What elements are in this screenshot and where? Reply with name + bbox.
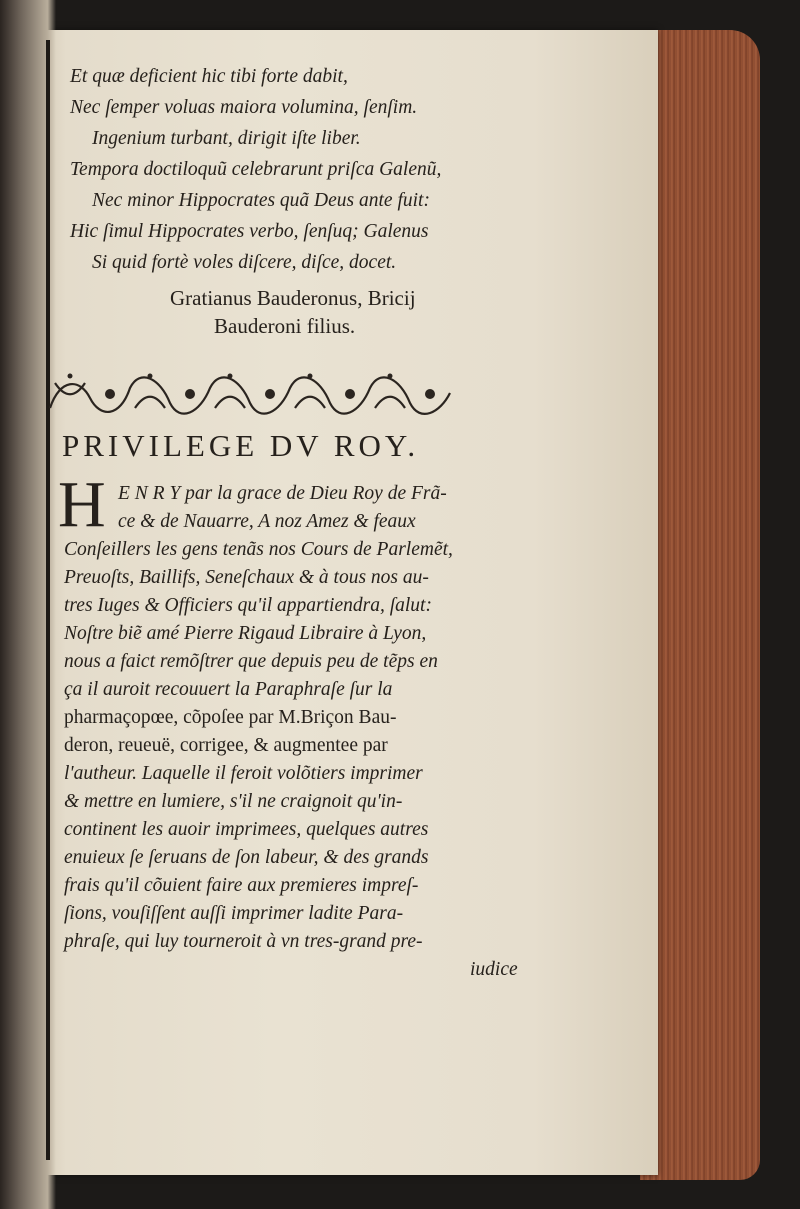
ornament-band-icon xyxy=(40,368,460,420)
privilege-line: Conſeillers les gens tenãs nos Cours de Parlemẽt, xyxy=(64,539,453,560)
privilege-line: enuieux ſe ſeruans de ſon labeur, & des grands xyxy=(64,847,429,868)
privilege-line: tres Iuges & Officiers qu'il appartiendra, ſalut: xyxy=(64,595,432,616)
privilege-line: nous a faict remõſtrer que depuis peu de tẽps en xyxy=(64,651,438,672)
poem-line: Si quid fortè voles diſcere, diſce, docet. xyxy=(92,252,397,273)
privilege-line: ſions, vouſiſſent auſſi imprimer ladite Para- xyxy=(64,903,404,924)
poem-line: Ingenium turbant, dirigit iſte liber. xyxy=(92,128,361,149)
privilege-line: ça il auroit recouuert la Paraphraſe ſur la xyxy=(64,679,393,700)
privilege-heading: PRIVILEGE DV ROY. xyxy=(62,428,420,463)
poem-line: Nec minor Hippocrates quã Deus ante fuit: xyxy=(92,190,430,211)
privilege-line: deron, reueuë, corrigee, & augmentee par xyxy=(64,735,388,756)
catchword: iudice xyxy=(470,959,518,980)
privilege-line: pharmaçopœe, cõpoſee par M.Briçon Bau- xyxy=(64,707,397,728)
privilege-line: phraſe, qui luy tourneroit à vn tres-grand pre- xyxy=(64,931,423,952)
gutter-binding-line xyxy=(46,40,50,1160)
drop-cap: H xyxy=(58,468,106,541)
privilege-line: frais qu'il cõuient faire aux premieres impreſ- xyxy=(64,875,419,896)
privilege-line: & mettre en lumiere, s'il ne craignoit qu'in- xyxy=(64,791,403,812)
privilege-line: Noſtre biẽ amé Pierre Rigaud Libraire à Lyon, xyxy=(64,623,427,644)
privilege-line: ce & de Nauarre, A noz Amez & feaux xyxy=(118,511,416,532)
poem-line: Nec ſemper voluas maiora volumina, ſenſim. xyxy=(70,97,418,118)
privilege-line: l'autheur. Laquelle il feroit volõtiers imprimer xyxy=(64,763,423,784)
privilege-line: E N R Y par la grace de Dieu Roy de Frã- xyxy=(118,483,447,504)
poem-line: Hic ſimul Hippocrates verbo, ſenſuq; Galenus xyxy=(70,221,429,242)
signature-line2: Bauderoni filius. xyxy=(214,314,356,338)
poem-line: Et quæ deficient hic tibi forte dabit, xyxy=(70,66,348,87)
privilege-line: Preuoſts, Baillifs, Seneſchaux & à tous nos au- xyxy=(64,567,429,588)
privilege-line: continent les auoir imprimees, quelques autres xyxy=(64,819,429,840)
page-fore-edge xyxy=(640,30,760,1180)
signature-name: Gratianus Bauderonus, Bricij xyxy=(170,286,416,310)
poem-line: Tempora doctiloquũ celebrarunt priſca Galenũ, xyxy=(70,159,442,180)
